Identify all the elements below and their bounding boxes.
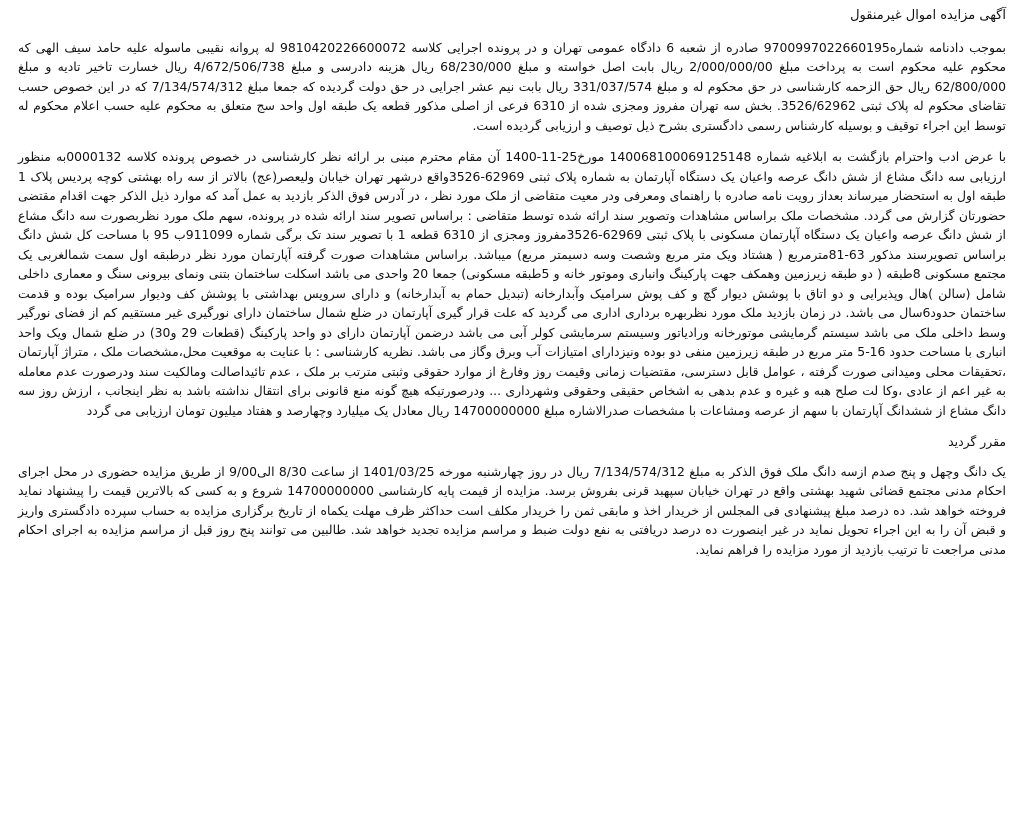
expert-report-paragraph: با عرض ادب واحترام بازگشت به ابلاغیه شماره 140068100069125148 مورخ25-11-1400 آن مقام محترم مبنی بر ارائه نظر کارشناسی در خصوص پرونده کلاسه 0000132به منظور ارزیابی سه دانگ مشاع از شش دانگ عرصه واعیان یک دستگاه آپارتمان به شماره پلاک ثبتی 62969-3526واقع درشهر تهران خیابان ولیعصر(عج) بالاتر از سه راه بهشتی کوچه پردیس پلاک 1 طبقه اول به استحضار میرساند بعداز رویت نامه صادره با راهنمای ومعرفی ودر معیت متقاضی از ملک مورد نظر ، در آدرس فوق الذکر بازدید به عمل آمد که موارد ذیل الذکر جهت اقدام مقتضی حضورتان گزارش می گردد. مشخصات ملک براساس مشاهدات وتصویر سند ارائه شده توسط متقاضی : براساس تصویر سند ارائه شده در پرونده، سهم ملک مورد نظربصورت سه دانگ مشاع از شش دانگ عرصه واعیان یک دستگاه آپارتمان مسکونی با پلاک ثبتی 62969-3526مفروز ومجزی از 6310 قطعه 1 با تصویر سند تک برگی شماره 911099ب 95 با مساحت کل شش دانگ براساس تصویرسند مذکور 63-81مترمربع ( هشتاد ویک متر مربع وشصت وسه دسیمتر مربع) میباشد. براساس مشاهدات صورت گرفته آپارتمان مورد نظر درطبقه اول سمت شمالغربی یک مجتمع مسکونی 8طبقه ( دو طبقه زیرزمین وهمکف جهت پارکینگ وانباری وموتور خانه و 5طبقه مسکونی) جمعا 20 واحدی می باشد اسکلت ساختمان بتنی ونمای بیرونی سنگ و معماری داخلی شامل (سالن )هال وپذیرایی و دو اتاق با پوشش دیوار گچ و کف پوش سرامیک وآبدارخانه (تبدیل حمام به آبدارخانه) و دارای سرویس بهداشتی با پوشش کف ودیوار سرامیک بوده و قدمت ساختمان حدود6سال می باشد. در زمان بازدید ملک مورد نظربهره برداری اداری می گردید که علت قرار گیری آپارتمان در ضلع شمال ساختمان دارای نورگیری غیر مستقیم کم از فضای نورگیر وسط داخلی ملک می باشد سیستم گرمایشی موتورخانه ورادیاتور وسیستم سرمایشی کولر آبی می باشد درضمن آپارتمان دارای دو واحد پارکینگ (قطعات 29 و30) در ضلع شمال ویک واحد انباری با مساحت حدود 16-5 متر مربع در طبقه زیرزمین منفی دو بوده ونیزدارای امتیازات آب وبرق وگاز می باشد. نظریه کارشناسی : با عنایت به موقعیت محل،مشخصات ملک ، متراژ آپارتمان ،تحقیقات محلی ومیدانی صورت گرفته ، عوامل قابل دسترسی، مقتضیات زمانی وقیمت روز وفارغ از موارد حقوقی وثبتی مترتب بر ملک ، عدم تائیداصالت ومالکیت سند ودرصورت عدم معامله به غیر اعم از عادی ،وکا لت صلح هبه و غیره و عدم بدهی به اشخاص حقیقی وحقوقی وشهرداری ... ودرصورتیکه هیچ گونه منع قانونی برای انتقال نداشته باشد به نظر اینجانب ، ارزش روز سه دانگ مشاع از ششدانگ آپارتمان با سهم از عرصه ومشاعات با مشخصات صدرالاشاره مبلغ 14700000000 ریال معادل یک میلیارد وچهارصد و هفتاد میلیون تومان ارزیابی می گردد	[18, 149, 1006, 418]
auction-terms-paragraph: یک دانگ وچهل و پنج صدم ازسه دانگ ملک فوق الذکر به مبلغ 7/134/574/312 ریال در روز چهارشنبه مورخه 1401/03/25 از ساعت 8/30 الی9/00 از طریق مزایده حضوری در محل اجرای احکام مدنی مجتمع قضائی شهید بهشتی واقع در تهران خیابان سپهبد قرنی بفروش برسد. مزایده از قیمت پایه کارشناسی 14700000000 شروع و به کسی که بالاترین قیمت را پیشنهاد نماید فروخته خواهد شد. ده درصد مبلغ پیشنهادی فی المجلس از خریدار اخذ و مابقی ثمن را خریدار مکلف است حداکثر ظرف مهلت یکماه از تاریخ برگزاری مزایده به حساب سپرده دادگستری واریز و قبض آن را به این اجراء تحویل نماید در غیر اینصورت ده درصد دریافتی به نفع دولت ضبط و مراسم مزایده تجدید خواهد شد. طالبین می توانند پنج روز قبل از مراسم مزایده به اجرای احکام مدنی مراجعت تا ترتیب بازدید از مورد مزایده را فراهم نماید.	[18, 463, 1007, 557]
judgment-paragraph: بموجب دادنامه شماره9700997022660195 صادره از شعبه 6 دادگاه عمومی تهران و در پرونده اجرایی کلاسه 9810420226600072 له پروانه نقیبی ماسوله علیه حامد سیف الهی که محکوم علیه محکوم است به پرداخت مبلغ 2/000/000/00 ریال بابت اصل خواسته و مبلغ 68/230/000 ریال هزینه دادرسی و مبلغ 4/672/506/738 ریال خسارت تاخیر تادیه و مبلغ 62/800/000 ریال حق الزحمه کارشناسی در حق محکوم له و مبلغ 331/037/574 ریال بابت نیم عشر اجرایی در حق دولت گردیده که جمعا مبلغ 7/134/574/312 که در این خصوص حسب تقاضای محکوم له پلاک ثبتی 3526/62962. بخش سه تهران مفروز ومجزی شده از 6310 فرعی از اصلی مذکور قطعه یک طبقه اول واحد سج متعلق به محکوم علیه حسب اعلام محکوم له توسط این اجراء توقیف و بوسیله کارشناس رسمی دادگستری بشرح ذیل توصیف و ارزیابی گردیده است.	[18, 39, 1007, 133]
decree-label: مقرر گردید	[948, 434, 1006, 449]
auction-notice-document	[18, 6, 1006, 833]
notice-title: آگهی مزایده اموال غیرمنقول	[850, 8, 1006, 23]
